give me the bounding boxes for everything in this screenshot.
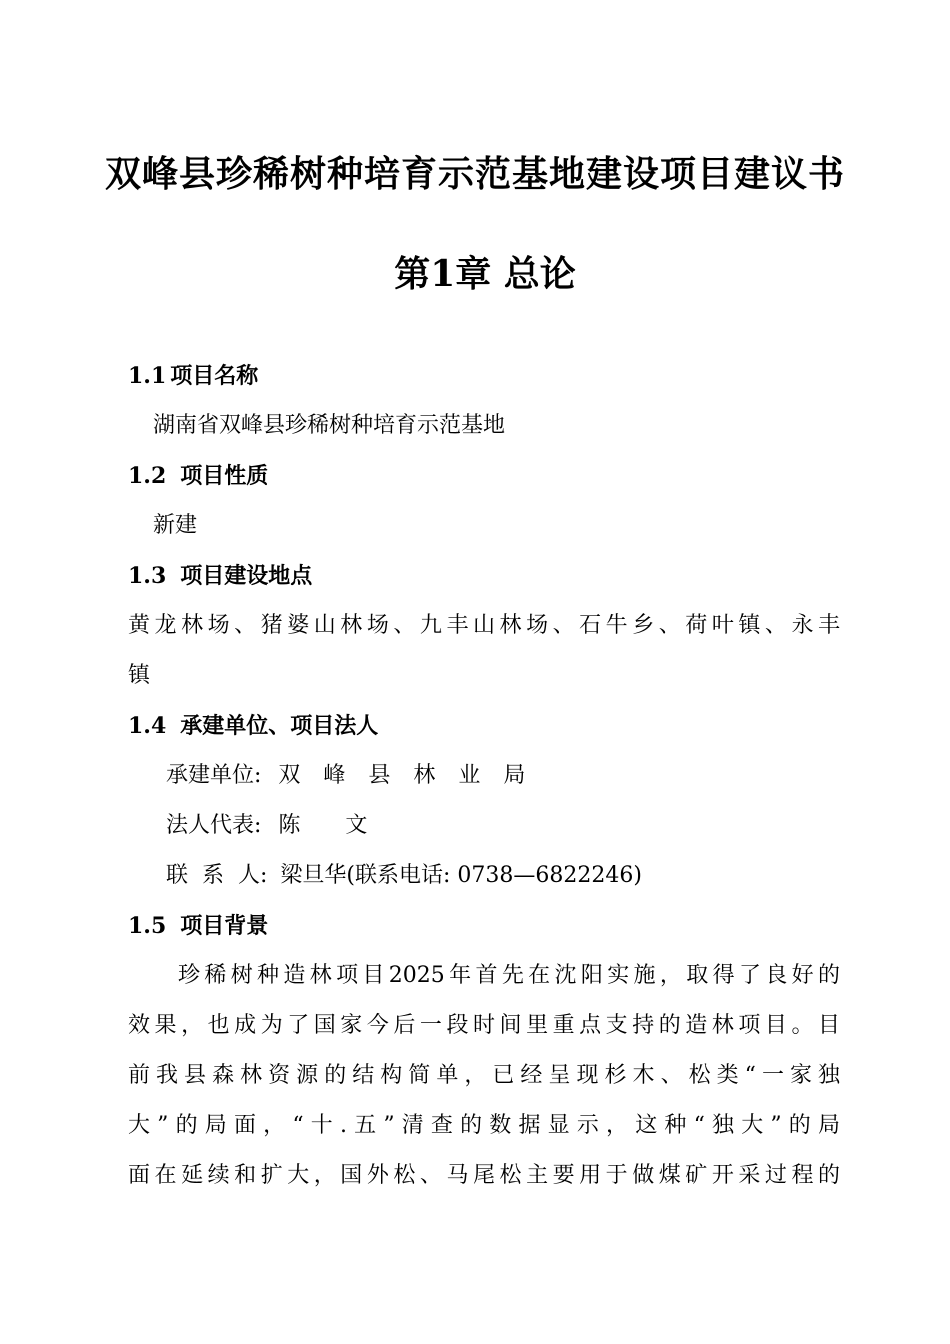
section-number: 1.1 xyxy=(128,363,167,389)
section-number: 1.5 xyxy=(128,913,167,939)
section-heading-builder xyxy=(128,701,840,751)
background-line: 大”的局面，“十.五”清查的数据显示，这种“独大”的局 xyxy=(128,1113,840,1138)
background-paragraph xyxy=(128,951,840,1201)
section-title: 项目性质 xyxy=(180,463,269,489)
section-title: 项目名称 xyxy=(170,363,259,389)
background-line: 效果，也成为了国家今后一段时间里重点支持的造林项目。目 xyxy=(128,1013,840,1038)
section-heading-project-name xyxy=(128,351,840,401)
chapter-title: 第1章 总论 xyxy=(394,253,576,295)
section-number: 1.4 xyxy=(128,713,167,739)
legal-rep-row xyxy=(128,801,840,851)
builder-unit-value: 双 峰 县 林 业 局 xyxy=(278,763,534,788)
project-name-text: 湖南省双峰县珍稀树种培育示范基地 xyxy=(153,413,506,438)
section-number: 1.3 xyxy=(128,563,167,589)
document-body xyxy=(128,351,840,1201)
section-title: 项目背景 xyxy=(180,913,269,939)
contact-row xyxy=(128,851,840,901)
legal-rep-value: 陈 文 xyxy=(278,813,374,838)
section-title: 项目建设地点 xyxy=(180,563,313,589)
builder-unit-label: 承建单位: xyxy=(166,763,262,788)
project-location-text xyxy=(128,601,840,701)
section-heading-project-nature xyxy=(128,451,840,501)
section-number: 1.2 xyxy=(128,463,167,489)
project-nature-text: 新建 xyxy=(153,513,198,538)
legal-rep-label: 法人代表: xyxy=(166,813,262,838)
builder-unit-row xyxy=(128,751,840,801)
background-line: 面在延续和扩大，国外松、马尾松主要用于做煤矿开采过程的 xyxy=(128,1163,840,1188)
location-line: 镇 xyxy=(128,663,151,688)
location-line: 黄龙林场、猪婆山林场、九丰山林场、石牛乡、荷叶镇、永丰 xyxy=(128,613,840,638)
section-heading-background xyxy=(128,901,840,951)
background-line: 前我县森林资源的结构简单，已经呈现杉木、松类“一家独 xyxy=(128,1063,840,1088)
document-title: 双峰县珍稀树种培育示范基地建设项目建议书 xyxy=(104,153,845,195)
background-line: 珍稀树种造林项目2025年首先在沈阳实施，取得了良好的 xyxy=(178,963,840,988)
section-heading-project-location xyxy=(128,551,840,601)
contact-value: 梁旦华(联系电话: 0738—6822246) xyxy=(280,863,642,888)
section-title: 承建单位、项目法人 xyxy=(180,713,379,739)
contact-label: 联 系 人: xyxy=(166,863,268,888)
